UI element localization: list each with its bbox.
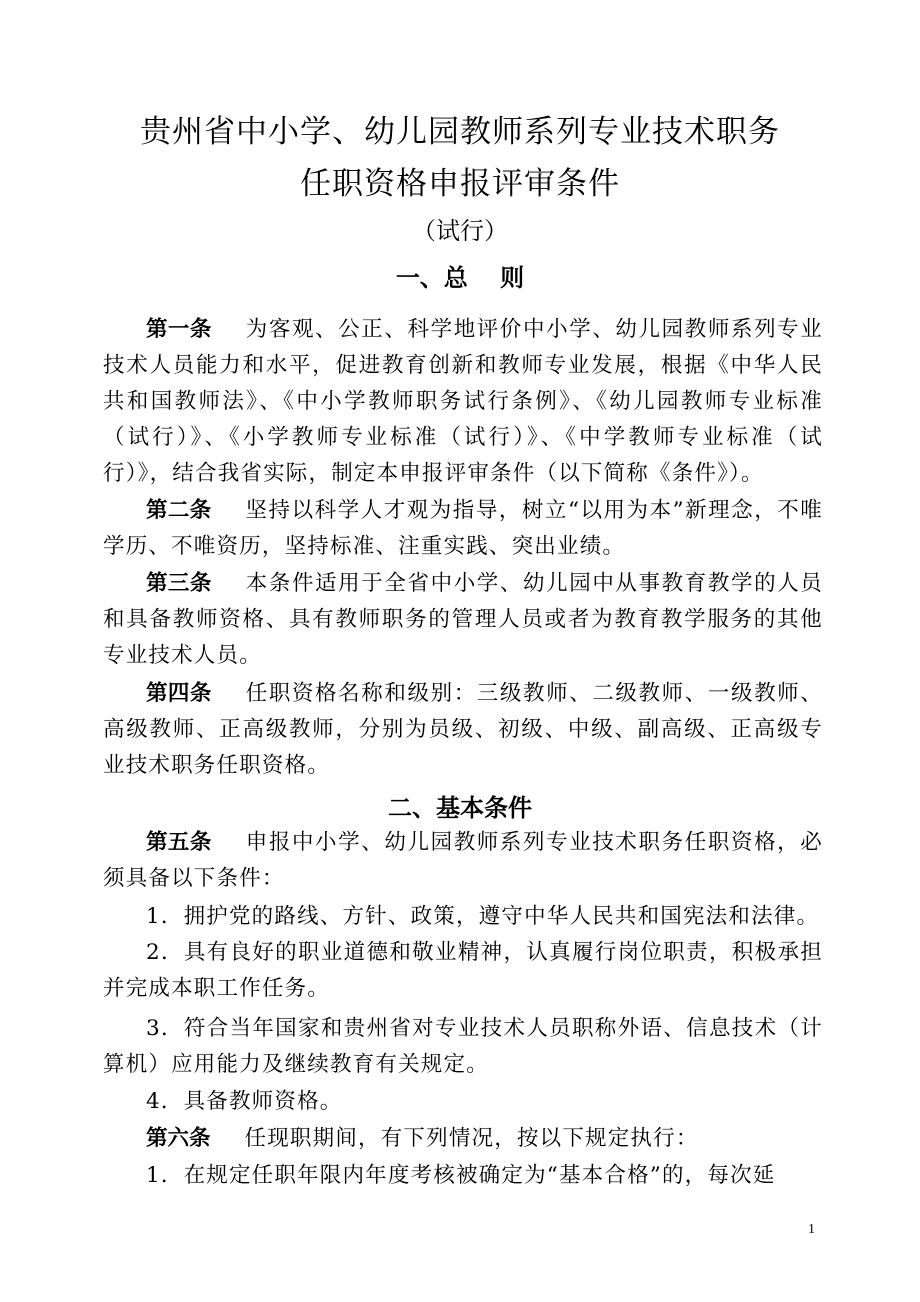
- article-text: 坚持以科学人才观为指导，树立“以用为本”新理念，不唯学历、不唯资历，坚持标准、注重实践、突出业绩。: [103, 498, 823, 559]
- article-3: [103, 566, 823, 674]
- article-2: [103, 493, 823, 565]
- article-text: 任现职期间，有下列情况，按以下规定执行：: [244, 1126, 699, 1151]
- article-text: 为客观、公正、科学地评价中小学、幼儿园教师系列专业技术人员能力和水平，促进教育创新和教师专业发展，根据《中华人民共和国教师法》、《中小学教师职务试行条例》、《幼儿园教师专业标准（试行）》、《小学教师专业标准（试行）》、《中学教师专业标准（试行）》，结合我省实际，制定本申报评审条件（以下简称《条件》）。: [103, 317, 823, 486]
- section-heading-general: 一、总 则: [395, 264, 525, 292]
- article-text: 本条件适用于全省中小学、幼儿园中从事教育教学的人员和具备教师资格、具有教师职务的管理人员或者为教育教学服务的其他专业技术人员。: [103, 571, 823, 668]
- article-1: [103, 312, 823, 492]
- article-5: [103, 825, 823, 897]
- page-number: 1: [808, 1222, 815, 1237]
- document-title-line1: 贵州省中小学、幼儿园教师系列专业技术职务: [140, 114, 780, 150]
- list-item: 3．符合当年国家和贵州省对专业技术人员职称外语、信息技术（计算机）应用能力及继续教育有关规定。: [103, 1016, 823, 1077]
- article-label: 第四条: [146, 681, 212, 706]
- document-title-line2: 任职资格申报评审条件: [300, 166, 620, 202]
- article-4: [103, 676, 823, 784]
- section-heading-basic-conditions: 二、基本条件: [388, 794, 532, 822]
- list-item: 1．拥护党的路线、方针、政策，遵守中华人民共和国宪法和法律。: [146, 904, 820, 929]
- article-label: 第五条: [146, 830, 212, 855]
- article-label: 第一条: [146, 317, 212, 342]
- article-label: 第三条: [146, 571, 212, 596]
- list-item: 4．具备教师资格。: [146, 1089, 343, 1114]
- article-label: 第二条: [146, 498, 212, 523]
- article-6: [103, 1121, 823, 1157]
- document-subtitle: （试行）: [412, 217, 508, 245]
- list-item: 2．具有良好的职业道德和敬业精神，认真履行岗位职责，积极承担并完成本职工作任务。: [103, 940, 823, 1001]
- list-item: 1．在规定任职年限内年度考核被确定为“基本合格”的，每次延: [146, 1163, 776, 1188]
- article-label: 第六条: [146, 1126, 211, 1151]
- article-text: 申报中小学、幼儿园教师系列专业技术职务任职资格，必须具备以下条件：: [103, 830, 823, 891]
- article-text: 任职资格名称和级别：三级教师、二级教师、一级教师、高级教师、正高级教师，分别为员级、初级、中级、副高级、正高级专业技术职务任职资格。: [103, 681, 823, 778]
